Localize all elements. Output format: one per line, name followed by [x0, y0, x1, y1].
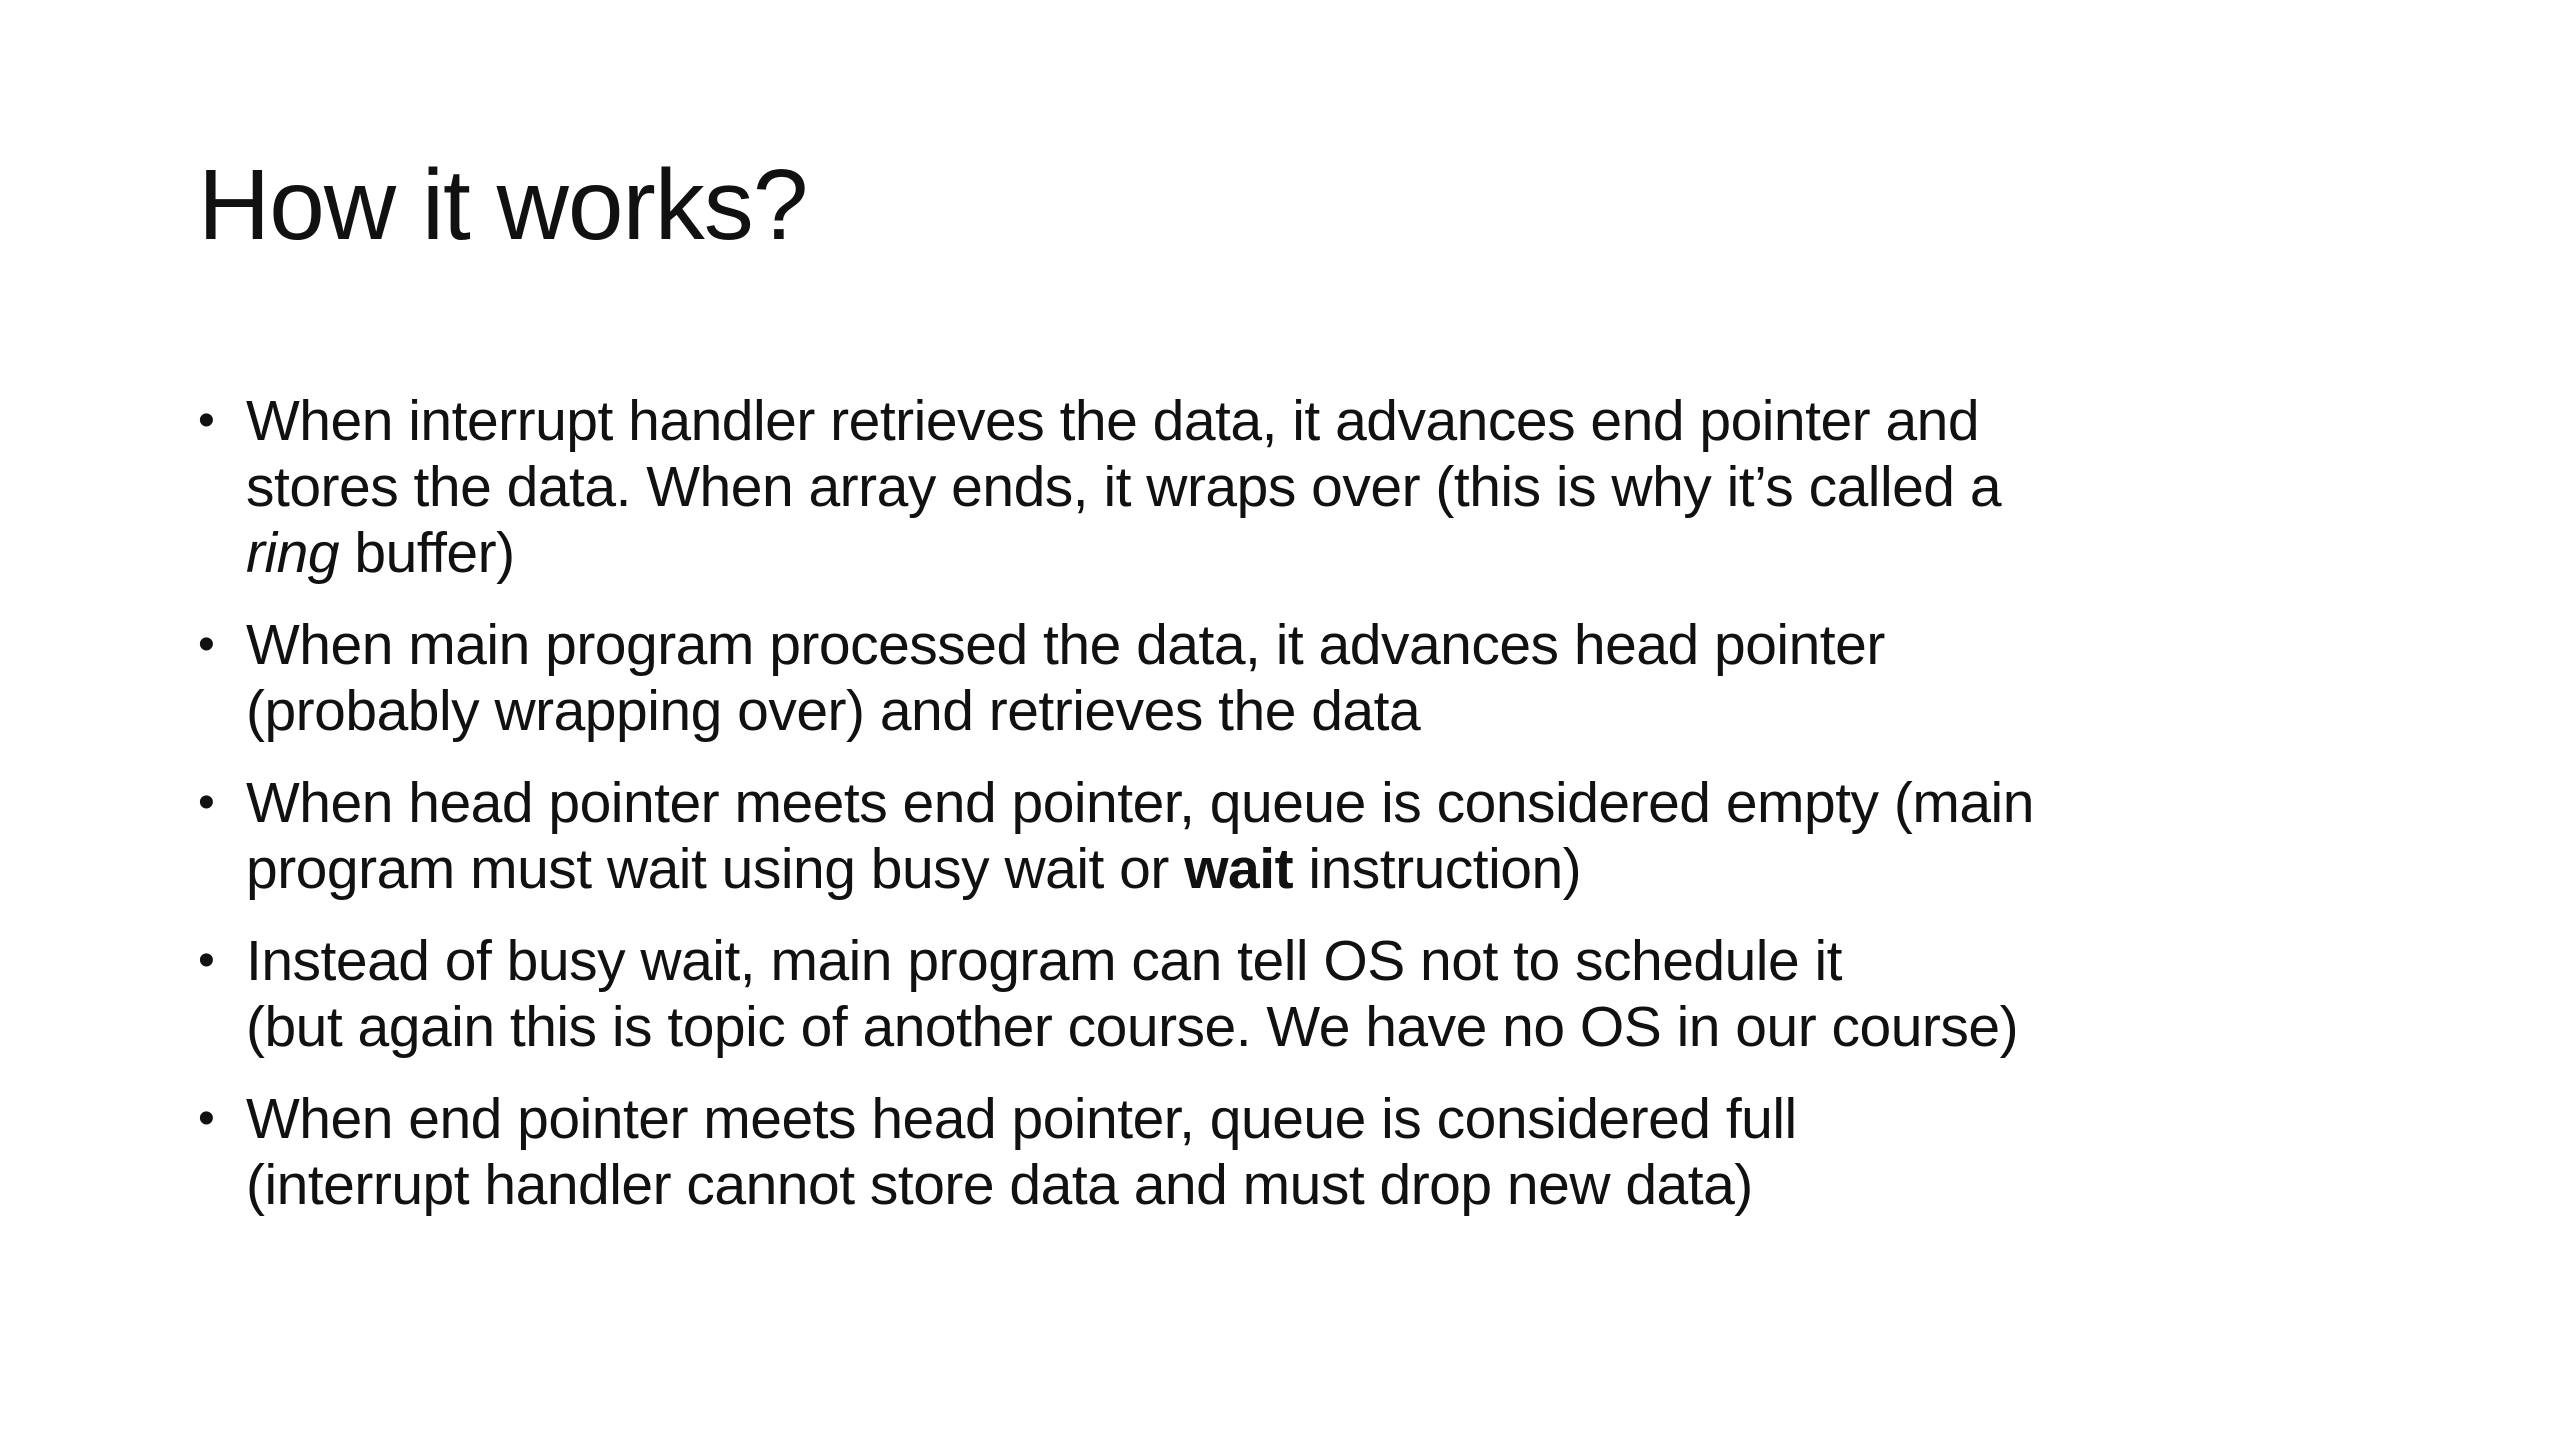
bullet-line [246, 994, 2378, 1060]
bullet-line [246, 1152, 2378, 1218]
bold-text: wait [1184, 837, 1294, 901]
bullet-text: When end pointer meets head pointer, queue is considered full [246, 1087, 1797, 1151]
bullet-text: Instead of busy wait, main program can tell OS not to schedule it [246, 929, 1843, 993]
bullet-dot-icon: • [198, 394, 215, 447]
bullet-text: (probably wrapping over) and retrieves the data [246, 679, 1421, 743]
bullet-line [246, 612, 2378, 678]
bullet-text: instruction) [1293, 837, 1582, 901]
bullet-text: (but again this is topic of another course. We have no OS in our course) [246, 995, 2019, 1059]
bullet-text: stores the data. When array ends, it wraps over (this is why it’s called a [246, 455, 2002, 519]
bullet-line [246, 454, 2378, 520]
bullet-line [246, 678, 2378, 744]
bullet-dot-icon: • [198, 934, 215, 987]
bullet-text: When head pointer meets end pointer, queue is considered empty (main [246, 771, 2034, 835]
bullet-dot-icon: • [198, 618, 215, 671]
bullet-text: When main program processed the data, it advances head pointer [246, 613, 1885, 677]
bullet-item [198, 1086, 2378, 1218]
bullet-text: (interrupt handler cannot store data and must drop new data) [246, 1153, 1753, 1217]
bullet-item [198, 770, 2378, 902]
bullet-line [246, 836, 2378, 902]
bullet-line [246, 1086, 2378, 1152]
bullet-list [198, 388, 2378, 1244]
bullet-item [198, 612, 2378, 744]
bullet-text: buffer) [339, 521, 515, 585]
bullet-item [198, 928, 2378, 1060]
bullet-line [246, 520, 2378, 586]
slide-title: How it works? [198, 149, 808, 261]
bullet-line [246, 388, 2378, 454]
bullet-dot-icon: • [198, 1092, 215, 1145]
bullet-item [198, 388, 2378, 586]
bullet-line [246, 770, 2378, 836]
bullet-text: When interrupt handler retrieves the data, it advances end pointer and [246, 389, 1980, 453]
bullet-dot-icon: • [198, 776, 215, 829]
bullet-text: program must wait using busy wait or [246, 837, 1185, 901]
bullet-line [246, 928, 2378, 994]
emphasis-text: ring [246, 521, 340, 585]
